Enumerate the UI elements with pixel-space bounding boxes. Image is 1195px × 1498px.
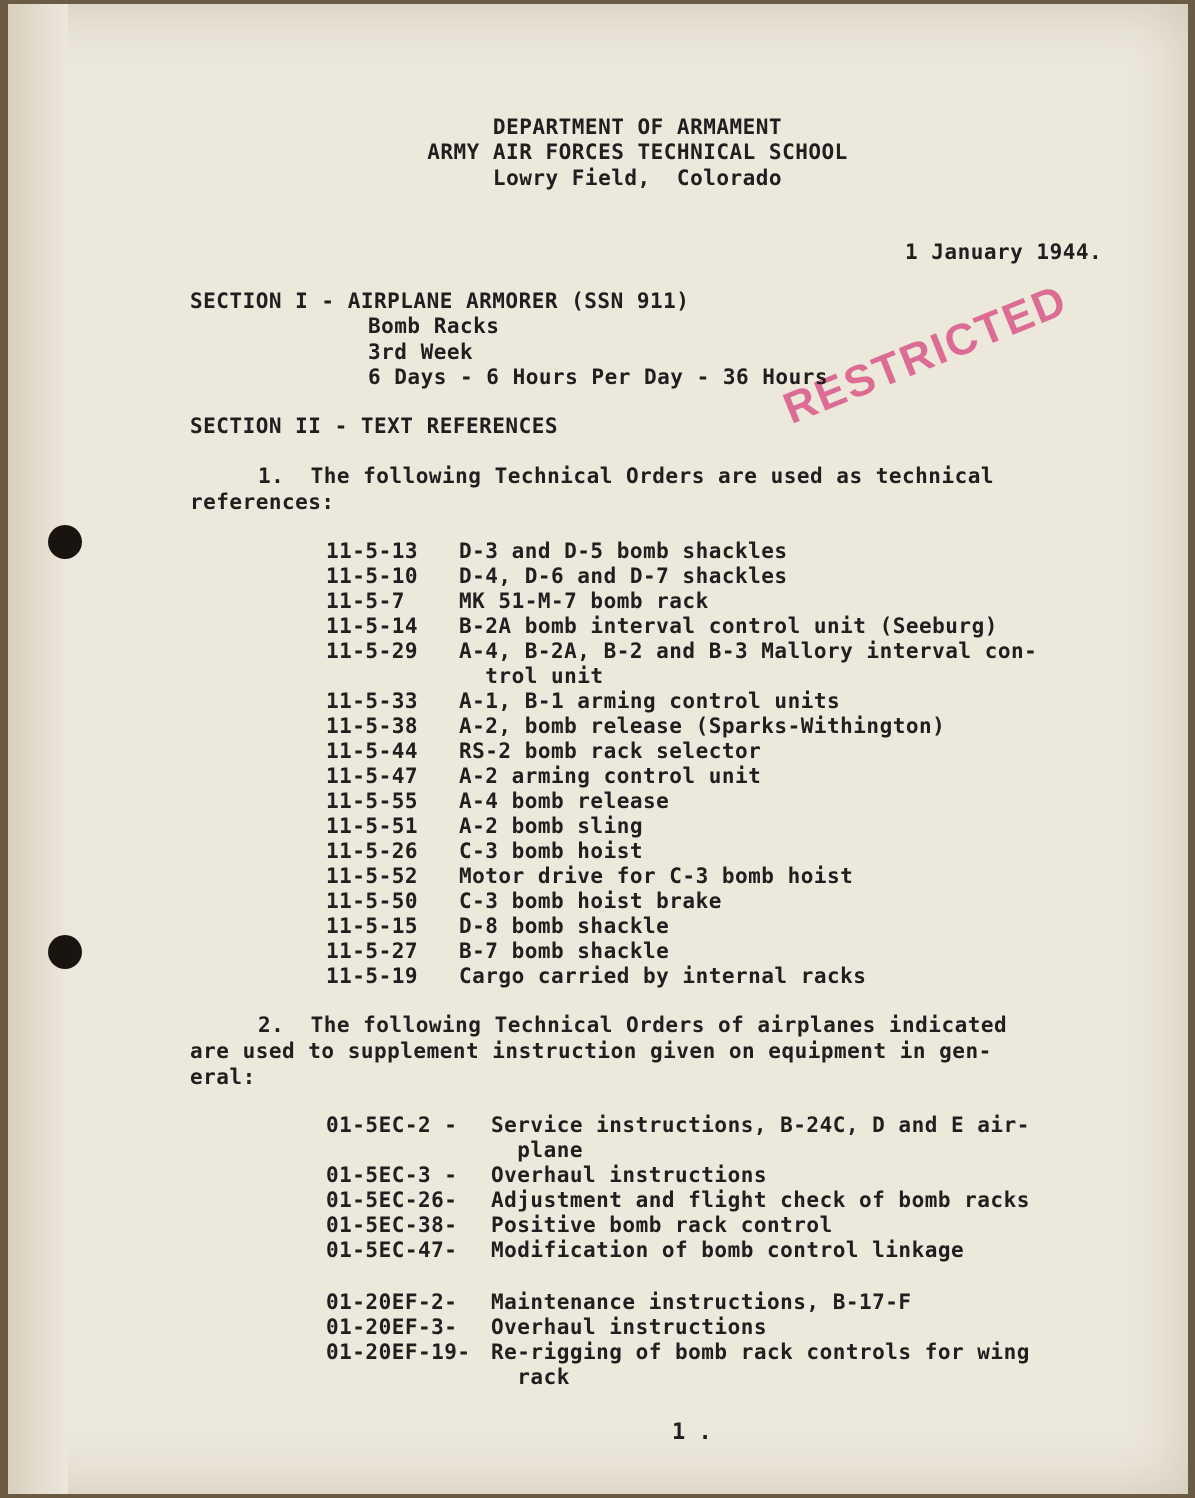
reference-code: 11-5-14 bbox=[326, 614, 419, 638]
section2-title: SECTION II - TEXT REFERENCES bbox=[190, 414, 559, 438]
document-date: 1 January 1944. bbox=[905, 240, 1103, 264]
reference-description: MK 51-M-7 bomb rack bbox=[459, 589, 709, 613]
reference-code: 01-5EC-26- bbox=[326, 1188, 458, 1212]
section1-title: SECTION I - AIRPLANE ARMORER (SSN 911) bbox=[190, 289, 690, 313]
reference-code: 11-5-51 bbox=[326, 814, 419, 838]
reference-row bbox=[326, 1340, 1030, 1390]
reference-code: 11-5-27 bbox=[326, 939, 419, 963]
reference-description: B-7 bomb shackle bbox=[459, 939, 670, 963]
reference-code: 01-5EC-38- bbox=[326, 1213, 458, 1237]
reference-row bbox=[326, 739, 1037, 764]
reference-description: Overhaul instructions bbox=[491, 1315, 768, 1339]
reference-row bbox=[326, 539, 1037, 564]
reference-row bbox=[326, 964, 1037, 989]
reference-code: 11-5-52 bbox=[326, 864, 419, 888]
reference-row bbox=[326, 1113, 1030, 1163]
reference-row bbox=[326, 1213, 1030, 1238]
reference-description: A-1, B-1 arming control units bbox=[459, 689, 841, 713]
reference-code: 11-5-7 bbox=[326, 589, 405, 613]
reference-code: 01-20EF-2- bbox=[326, 1290, 458, 1314]
para2-line3: eral: bbox=[190, 1065, 256, 1089]
reference-row bbox=[326, 1238, 1030, 1263]
reference-row bbox=[326, 889, 1037, 914]
reference-code: 11-5-55 bbox=[326, 789, 419, 813]
reference-code: 01-5EC-47- bbox=[326, 1238, 458, 1262]
reference-description: D-4, D-6 and D-7 shackles bbox=[459, 564, 788, 588]
reference-description: Overhaul instructions bbox=[491, 1163, 768, 1187]
reference-code: 11-5-29 bbox=[326, 639, 419, 663]
reference-code: 01-5EC-2 - bbox=[326, 1113, 458, 1137]
reference-row bbox=[326, 789, 1037, 814]
reference-description: Re-rigging of bomb rack controls for wing rack bbox=[491, 1340, 1030, 1389]
reference-description: C-3 bomb hoist brake bbox=[459, 889, 722, 913]
reference-row bbox=[326, 639, 1037, 689]
reference-description: A-2 bomb sling bbox=[459, 814, 644, 838]
reference-row bbox=[326, 814, 1037, 839]
reference-code: 01-20EF-3- bbox=[326, 1315, 458, 1339]
reference-code: 11-5-47 bbox=[326, 764, 419, 788]
reference-code: 11-5-10 bbox=[326, 564, 419, 588]
reference-description: Modification of bomb control linkage bbox=[491, 1238, 965, 1262]
reference-description: A-2, bomb release (Sparks-Withington) bbox=[459, 714, 946, 738]
reference-row bbox=[326, 1290, 1030, 1315]
para2-line2: are used to supplement instruction given on equipment in gen- bbox=[190, 1039, 992, 1063]
reference-code: 11-5-38 bbox=[326, 714, 419, 738]
restricted-stamp: RESTRICTED bbox=[776, 275, 1075, 434]
punch-hole-top bbox=[48, 525, 82, 559]
reference-description: D-8 bomb shackle bbox=[459, 914, 670, 938]
reference-row bbox=[326, 589, 1037, 614]
section1-hours: 6 Days - 6 Hours Per Day - 36 Hours bbox=[368, 365, 829, 389]
para2-line1: 2. The following Technical Orders of airplanes indicated bbox=[258, 1013, 1008, 1037]
reference-description: A-4 bomb release bbox=[459, 789, 670, 813]
section1-subject: Bomb Racks bbox=[368, 314, 500, 338]
reference-row bbox=[326, 614, 1037, 639]
reference-code: 11-5-33 bbox=[326, 689, 419, 713]
reference-row bbox=[326, 564, 1037, 589]
reference-code: 11-5-19 bbox=[326, 964, 419, 988]
section1-week: 3rd Week bbox=[368, 340, 474, 364]
reference-description: D-3 and D-5 bomb shackles bbox=[459, 539, 788, 563]
reference-code: 11-5-15 bbox=[326, 914, 419, 938]
reference-description: Motor drive for C-3 bomb hoist bbox=[459, 864, 854, 888]
para1-line1: 1. The following Technical Orders are used as technical bbox=[258, 464, 995, 488]
reference-row bbox=[326, 1315, 1030, 1340]
header-location: Lowry Field, Colorado bbox=[492, 166, 783, 190]
reference-row bbox=[326, 864, 1037, 889]
para1-line2: references: bbox=[190, 490, 335, 514]
reference-description: Service instructions, B-24C, D and E air- plane bbox=[491, 1113, 1030, 1162]
reference-description: RS-2 bomb rack selector bbox=[459, 739, 762, 763]
reference-code: 01-20EF-19- bbox=[326, 1340, 471, 1364]
reference-description: Positive bomb rack control bbox=[491, 1213, 833, 1237]
reference-row bbox=[326, 1188, 1030, 1213]
reference-row bbox=[326, 764, 1037, 789]
airplane-orders-list-b17 bbox=[326, 1290, 1030, 1390]
reference-code: 11-5-44 bbox=[326, 739, 419, 763]
reference-code: 11-5-50 bbox=[326, 889, 419, 913]
reference-row bbox=[326, 939, 1037, 964]
reference-description: Adjustment and flight check of bomb racks bbox=[491, 1188, 1030, 1212]
punch-hole-bottom bbox=[48, 935, 82, 969]
reference-description: A-4, B-2A, B-2 and B-3 Mallory interval con- trol unit bbox=[459, 639, 1038, 688]
reference-description: C-3 bomb hoist bbox=[459, 839, 644, 863]
reference-description: Cargo carried by internal racks bbox=[459, 964, 867, 988]
airplane-orders-list-b24 bbox=[326, 1113, 1030, 1263]
reference-row bbox=[326, 914, 1037, 939]
reference-description: A-2 arming control unit bbox=[459, 764, 762, 788]
technical-orders-list bbox=[326, 539, 1037, 989]
header-school: ARMY AIR FORCES TECHNICAL SCHOOL bbox=[427, 140, 848, 164]
reference-code: 01-5EC-3 - bbox=[326, 1163, 458, 1187]
reference-row bbox=[326, 689, 1037, 714]
page-number: 1 . bbox=[672, 1420, 712, 1445]
reference-description: B-2A bomb interval control unit (Seeburg) bbox=[459, 614, 998, 638]
reference-row bbox=[326, 839, 1037, 864]
header-department: DEPARTMENT OF ARMAMENT bbox=[492, 115, 783, 139]
reference-row bbox=[326, 714, 1037, 739]
reference-code: 11-5-13 bbox=[326, 539, 419, 563]
page-edge bbox=[8, 4, 68, 1494]
reference-description: Maintenance instructions, B-17-F bbox=[491, 1290, 912, 1314]
reference-code: 11-5-26 bbox=[326, 839, 419, 863]
reference-row bbox=[326, 1163, 1030, 1188]
